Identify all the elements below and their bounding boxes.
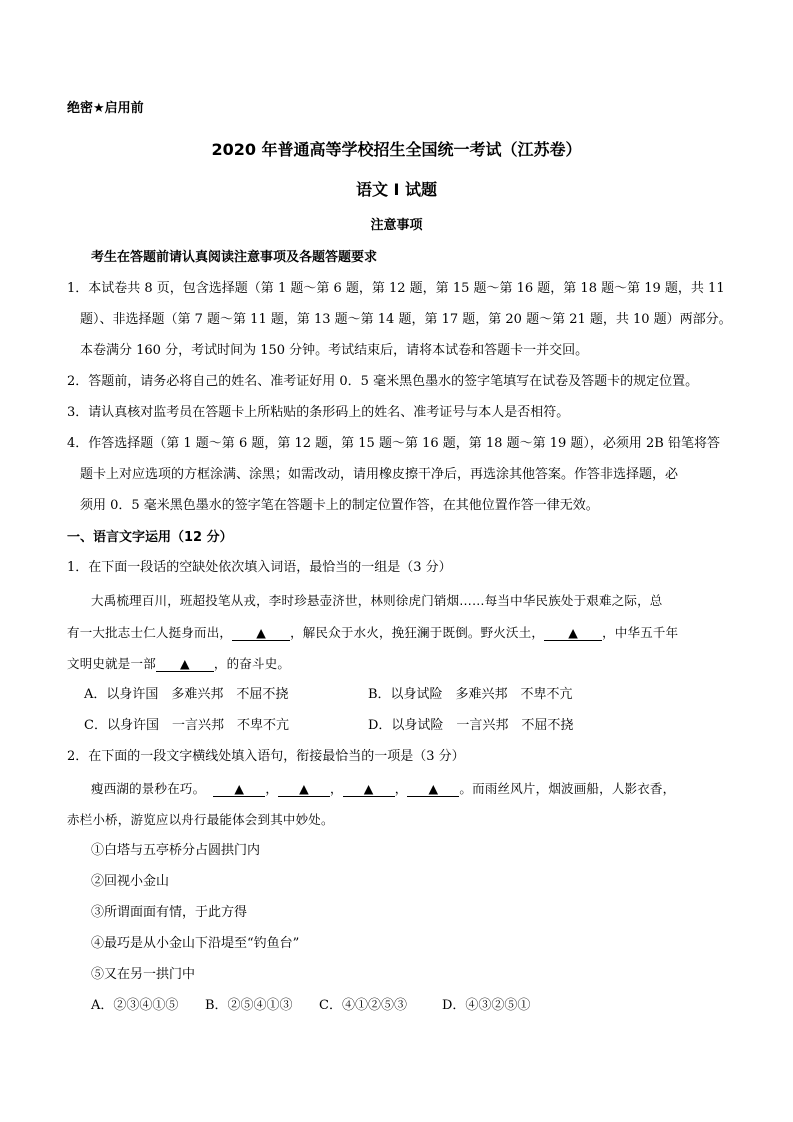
list-item: ①白塔与五亭桥分占圆拱门内: [91, 843, 261, 858]
exam-title: 2020 年普通高等学校招生全国统一考试（江苏卷）: [211, 140, 582, 159]
option-a: A．以身许国 多难兴邦 不屈不挠: [84, 687, 289, 702]
passage-text: ，解民众于水火，挽狂澜于既倒。野火沃土，: [290, 625, 545, 640]
answer-blank: ▲: [278, 782, 330, 797]
passage-text: ，中华五千年: [602, 625, 679, 640]
answer-blank: ▲: [343, 782, 395, 797]
section-heading: 一、语言文字运用（12 分）: [67, 530, 233, 545]
notice-line: 题）、非选择题（第 7 题～第 11 题，第 13 题～第 14 题，第 17 题，第 20 题～第 21 题，共 10 题）两部分。: [80, 312, 732, 327]
passage-line: [67, 656, 290, 672]
option-b: B．②⑤④①③: [205, 998, 293, 1013]
list-item: ⑤又在另一拱门中: [91, 967, 196, 982]
option-b: B．以身试险 多难兴邦 不卑不亢: [368, 687, 573, 702]
question-stem: 1．在下面一段话的空缺处依次填入词语，最恰当的一组是（3 分）: [67, 560, 452, 575]
option-d: D．以身试险 一言兴邦 不屈不挠: [368, 718, 574, 733]
option-c: C．④①②⑤③: [319, 998, 407, 1013]
notice-line: 4．作答选择题（第 1 题～第 6 题，第 12 题，第 15 题～第 16 题，第 18 题～第 19 题），必须用 2B 铅笔将答: [67, 436, 720, 451]
passage-text: 。而雨丝风片，烟波画船，人影衣香，: [459, 781, 676, 796]
separator: ，: [265, 781, 279, 796]
passage-text: 瘦西湖的景秒在巧。: [91, 781, 206, 796]
passage-text: ，的奋斗史。: [213, 656, 291, 671]
notice-heading: 注意事项: [370, 218, 423, 233]
notice-line: 须用 0．5 毫米黑色墨水的签字笔在答题卡上的制定位置作答，在其他位置作答一律无效。: [80, 498, 599, 513]
notice-line: 本卷满分 160 分，考试时间为 150 分钟。考试结束后，请将本试卷和答题卡一并交回。: [80, 343, 589, 358]
passage-line: 大禹梳理百川，班超投笔从戎，李时珍悬壶济世，林则徐虎门销烟……每当中华民族处于艰难之际，总: [91, 593, 663, 608]
list-item: ②回视小金山: [91, 874, 170, 889]
passage-line: 赤栏小桥，游览应以舟行最能体会到其中妙处。: [67, 812, 334, 827]
answer-blank: ▲: [407, 782, 459, 797]
passage-text: 有一大批志士仁人挺身而出，: [67, 625, 233, 640]
exam-subtitle: 语文 I 试题: [355, 180, 438, 199]
notice-line: 3．请认真核对监考员在答题卡上所粘贴的条形码上的姓名、准考证号与本人是否相符。: [67, 405, 570, 420]
notice-line: 2．答题前，请务必将自己的姓名、准考证好用 0．5 毫米黑色墨水的签字笔填写在试卷及答题卡的规定位置。: [67, 374, 699, 389]
answer-blank: ▲: [232, 626, 290, 641]
passage-line: [91, 781, 675, 797]
option-a: A．②③④①⑤: [91, 998, 179, 1013]
notice-line: 题卡上对应选项的方框涂满、涂黑；如需改动，请用橡皮擦干净后，再选涂其他答案。作答非选择题，必: [80, 467, 679, 482]
answer-blank: ▲: [156, 657, 214, 672]
passage-text: 文明史就是一部: [67, 656, 156, 671]
answer-blank: ▲: [544, 626, 602, 641]
notice-intro: 考生在答题前请认真阅读注意事项及各题答题要求: [91, 250, 378, 265]
secret-label: 绝密★启用前: [67, 101, 144, 116]
separator: ，: [394, 781, 408, 796]
notice-line: 1．本试卷共 8 页，包含选择题（第 1 题～第 6 题，第 12 题，第 15 题～第 16 题，第 18 题～第 19 题，共 11: [67, 281, 725, 296]
separator: ，: [330, 781, 343, 796]
option-d: D．④③②⑤①: [442, 998, 531, 1013]
answer-blank: ▲: [213, 782, 265, 797]
passage-line: [67, 625, 678, 641]
list-item: ③所谓面面有情，于此方得: [91, 905, 248, 920]
list-item: ④最巧是从小金山下沿堤至“钓鱼台”: [91, 936, 300, 951]
option-c: C．以身许国 一言兴邦 不卑不亢: [84, 718, 289, 733]
question-stem: 2．在下面的一段文字横线处填入语句，衔接最恰当的一项是（3 分）: [67, 749, 465, 764]
